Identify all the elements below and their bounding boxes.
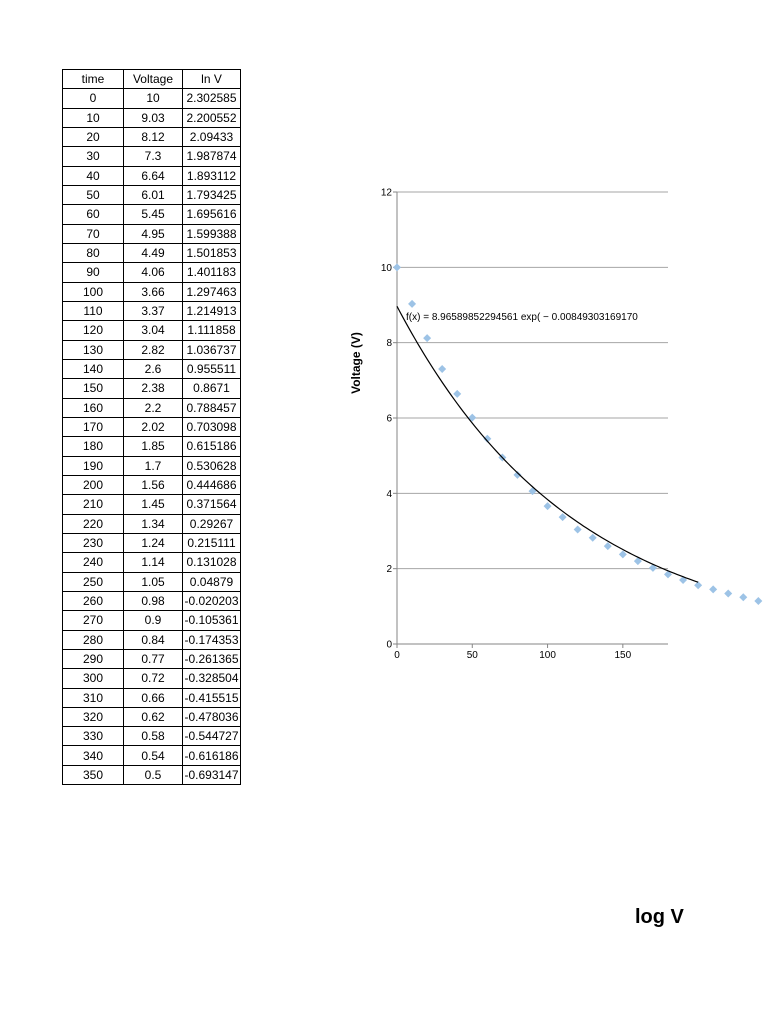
cell-voltage: 9.03 xyxy=(124,108,183,127)
table-row xyxy=(63,649,241,668)
cell-ln-v: 1.297463 xyxy=(183,282,241,301)
cell-voltage: 4.06 xyxy=(124,263,183,282)
table-row xyxy=(63,437,241,456)
column-header-ln-v: ln V xyxy=(183,70,241,89)
cell-time: 270 xyxy=(63,611,124,630)
cell-voltage: 0.72 xyxy=(124,669,183,688)
cell-voltage: 2.6 xyxy=(124,359,183,378)
data-point xyxy=(709,585,717,593)
cell-voltage: 0.98 xyxy=(124,591,183,610)
cell-time: 10 xyxy=(63,108,124,127)
x-tick-label: 100 xyxy=(539,650,556,661)
cell-ln-v: 1.599388 xyxy=(183,224,241,243)
data-point xyxy=(559,513,567,521)
cell-ln-v: 0.788457 xyxy=(183,398,241,417)
column-header-voltage: Voltage xyxy=(124,70,183,89)
cell-ln-v: -0.328504 xyxy=(183,669,241,688)
cell-voltage: 6.64 xyxy=(124,166,183,185)
cell-voltage: 5.45 xyxy=(124,205,183,224)
table-row xyxy=(63,359,241,378)
cell-voltage: 0.62 xyxy=(124,707,183,726)
table-row xyxy=(63,533,241,552)
cell-voltage: 2.38 xyxy=(124,379,183,398)
cell-time: 170 xyxy=(63,417,124,436)
cell-ln-v: -0.174353 xyxy=(183,630,241,649)
cell-ln-v: 0.8671 xyxy=(183,379,241,398)
cell-time: 350 xyxy=(63,765,124,784)
table-row xyxy=(63,89,241,108)
cell-ln-v: 0.371564 xyxy=(183,495,241,514)
table-row xyxy=(63,475,241,494)
data-point xyxy=(423,334,431,342)
cell-time: 20 xyxy=(63,127,124,146)
cell-time: 110 xyxy=(63,301,124,320)
cell-voltage: 3.37 xyxy=(124,301,183,320)
cell-ln-v: 0.29267 xyxy=(183,514,241,533)
table-row xyxy=(63,495,241,514)
cell-time: 0 xyxy=(63,89,124,108)
cell-time: 140 xyxy=(63,359,124,378)
cell-voltage: 1.56 xyxy=(124,475,183,494)
cell-voltage: 8.12 xyxy=(124,127,183,146)
table-header-row xyxy=(63,70,241,89)
cell-time: 90 xyxy=(63,263,124,282)
cell-ln-v: 0.131028 xyxy=(183,553,241,572)
cell-voltage: 4.49 xyxy=(124,243,183,262)
cell-time: 260 xyxy=(63,591,124,610)
cell-voltage: 1.14 xyxy=(124,553,183,572)
table-row xyxy=(63,553,241,572)
y-tick-label: 6 xyxy=(386,413,392,425)
table-row xyxy=(63,340,241,359)
table-row xyxy=(63,185,241,204)
data-point xyxy=(393,263,401,271)
table-row xyxy=(63,669,241,688)
cell-voltage: 10 xyxy=(124,89,183,108)
cell-time: 220 xyxy=(63,514,124,533)
cell-ln-v: 1.036737 xyxy=(183,340,241,359)
cell-ln-v: -0.020203 xyxy=(183,591,241,610)
cell-ln-v: -0.105361 xyxy=(183,611,241,630)
data-point xyxy=(453,390,461,398)
cell-voltage: 0.9 xyxy=(124,611,183,630)
y-axis-label: Voltage (V) xyxy=(349,332,363,394)
cell-ln-v: 0.530628 xyxy=(183,456,241,475)
cell-voltage: 6.01 xyxy=(124,185,183,204)
x-tick-label: 0 xyxy=(394,650,400,661)
cell-time: 30 xyxy=(63,147,124,166)
cell-ln-v: -0.261365 xyxy=(183,649,241,668)
cell-time: 230 xyxy=(63,533,124,552)
cell-time: 340 xyxy=(63,746,124,765)
table-row xyxy=(63,108,241,127)
data-point xyxy=(754,597,762,605)
data-point xyxy=(694,581,702,589)
x-tick-label: 50 xyxy=(466,650,478,661)
cell-ln-v: -0.415515 xyxy=(183,688,241,707)
table-row xyxy=(63,282,241,301)
voltage-chart xyxy=(340,180,668,680)
cell-time: 50 xyxy=(63,185,124,204)
cell-time: 130 xyxy=(63,340,124,359)
table-row xyxy=(63,127,241,146)
table-row xyxy=(63,147,241,166)
cell-ln-v: 1.987874 xyxy=(183,147,241,166)
table-row xyxy=(63,611,241,630)
cell-time: 200 xyxy=(63,475,124,494)
table-row xyxy=(63,205,241,224)
table-row xyxy=(63,263,241,282)
data-point xyxy=(574,525,582,533)
cell-ln-v: 2.200552 xyxy=(183,108,241,127)
cell-voltage: 3.04 xyxy=(124,321,183,340)
table-row xyxy=(63,379,241,398)
table-row xyxy=(63,243,241,262)
cell-voltage: 2.2 xyxy=(124,398,183,417)
cell-voltage: 1.45 xyxy=(124,495,183,514)
cell-time: 100 xyxy=(63,282,124,301)
cell-time: 330 xyxy=(63,727,124,746)
cell-voltage: 1.24 xyxy=(124,533,183,552)
table-row xyxy=(63,398,241,417)
data-point xyxy=(724,590,732,598)
cell-voltage: 0.77 xyxy=(124,649,183,668)
cell-ln-v: -0.478036 xyxy=(183,707,241,726)
cell-voltage: 0.5 xyxy=(124,765,183,784)
table-row xyxy=(63,746,241,765)
cell-voltage: 2.02 xyxy=(124,417,183,436)
table-row xyxy=(63,224,241,243)
cell-voltage: 0.66 xyxy=(124,688,183,707)
cell-time: 60 xyxy=(63,205,124,224)
y-tick-label: 12 xyxy=(380,187,392,199)
cell-ln-v: 0.04879 xyxy=(183,572,241,591)
cell-ln-v: 1.111858 xyxy=(183,321,241,340)
cell-voltage: 0.58 xyxy=(124,727,183,746)
cell-voltage: 1.7 xyxy=(124,456,183,475)
cell-voltage: 3.66 xyxy=(124,282,183,301)
cell-time: 210 xyxy=(63,495,124,514)
y-tick-label: 2 xyxy=(386,564,392,576)
data-point xyxy=(529,487,537,495)
cell-time: 70 xyxy=(63,224,124,243)
cell-voltage: 0.84 xyxy=(124,630,183,649)
data-point xyxy=(438,365,446,373)
cell-ln-v: -0.544727 xyxy=(183,727,241,746)
cell-ln-v: 1.401183 xyxy=(183,263,241,282)
cell-ln-v: 0.955511 xyxy=(183,359,241,378)
cell-time: 290 xyxy=(63,649,124,668)
trendline-equation: f(x) = 8.96589852294561 exp( − 0.00849303169170 xyxy=(406,312,638,323)
cell-ln-v: -0.616186 xyxy=(183,746,241,765)
cell-ln-v: 1.501853 xyxy=(183,243,241,262)
data-table xyxy=(62,69,241,785)
cell-ln-v: 0.615186 xyxy=(183,437,241,456)
cell-time: 280 xyxy=(63,630,124,649)
data-point xyxy=(408,300,416,308)
cell-voltage: 4.95 xyxy=(124,224,183,243)
cell-time: 190 xyxy=(63,456,124,475)
cell-ln-v: 1.893112 xyxy=(183,166,241,185)
table-row xyxy=(63,417,241,436)
cell-voltage: 7.3 xyxy=(124,147,183,166)
cell-time: 250 xyxy=(63,572,124,591)
data-point xyxy=(589,534,597,542)
table-row xyxy=(63,727,241,746)
cell-time: 160 xyxy=(63,398,124,417)
cell-voltage: 1.05 xyxy=(124,572,183,591)
cell-time: 80 xyxy=(63,243,124,262)
cell-ln-v: 0.703098 xyxy=(183,417,241,436)
data-point xyxy=(544,502,552,510)
cell-ln-v: 1.793425 xyxy=(183,185,241,204)
table-row xyxy=(63,572,241,591)
cell-voltage: 1.85 xyxy=(124,437,183,456)
cell-ln-v: 2.302585 xyxy=(183,89,241,108)
y-tick-label: 10 xyxy=(380,262,392,274)
y-tick-label: 4 xyxy=(386,488,392,500)
x-tick-label: 150 xyxy=(614,650,632,661)
table-row xyxy=(63,765,241,784)
cell-ln-v: 1.214913 xyxy=(183,301,241,320)
cell-ln-v: 0.215111 xyxy=(183,533,241,552)
cell-voltage: 2.82 xyxy=(124,340,183,359)
cell-time: 240 xyxy=(63,553,124,572)
cell-time: 320 xyxy=(63,707,124,726)
y-tick-label: 0 xyxy=(386,639,392,651)
cell-time: 310 xyxy=(63,688,124,707)
cell-ln-v: 2.09433 xyxy=(183,127,241,146)
table-row xyxy=(63,456,241,475)
cell-ln-v: 0.444686 xyxy=(183,475,241,494)
y-tick-label: 8 xyxy=(386,338,392,350)
table-row xyxy=(63,301,241,320)
cell-ln-v: 1.695616 xyxy=(183,205,241,224)
cell-time: 180 xyxy=(63,437,124,456)
column-header-time: time xyxy=(63,70,124,89)
table-row xyxy=(63,321,241,340)
cell-time: 150 xyxy=(63,379,124,398)
cell-time: 40 xyxy=(63,166,124,185)
log-chart-title: log V xyxy=(635,906,684,928)
table-row xyxy=(63,707,241,726)
trendline xyxy=(397,306,698,582)
table-row xyxy=(63,166,241,185)
table-row xyxy=(63,591,241,610)
table-row xyxy=(63,630,241,649)
cell-voltage: 0.54 xyxy=(124,746,183,765)
table-row xyxy=(63,688,241,707)
data-point xyxy=(739,593,747,601)
cell-time: 120 xyxy=(63,321,124,340)
table-row xyxy=(63,514,241,533)
cell-time: 300 xyxy=(63,669,124,688)
cell-voltage: 1.34 xyxy=(124,514,183,533)
cell-ln-v: -0.693147 xyxy=(183,765,241,784)
